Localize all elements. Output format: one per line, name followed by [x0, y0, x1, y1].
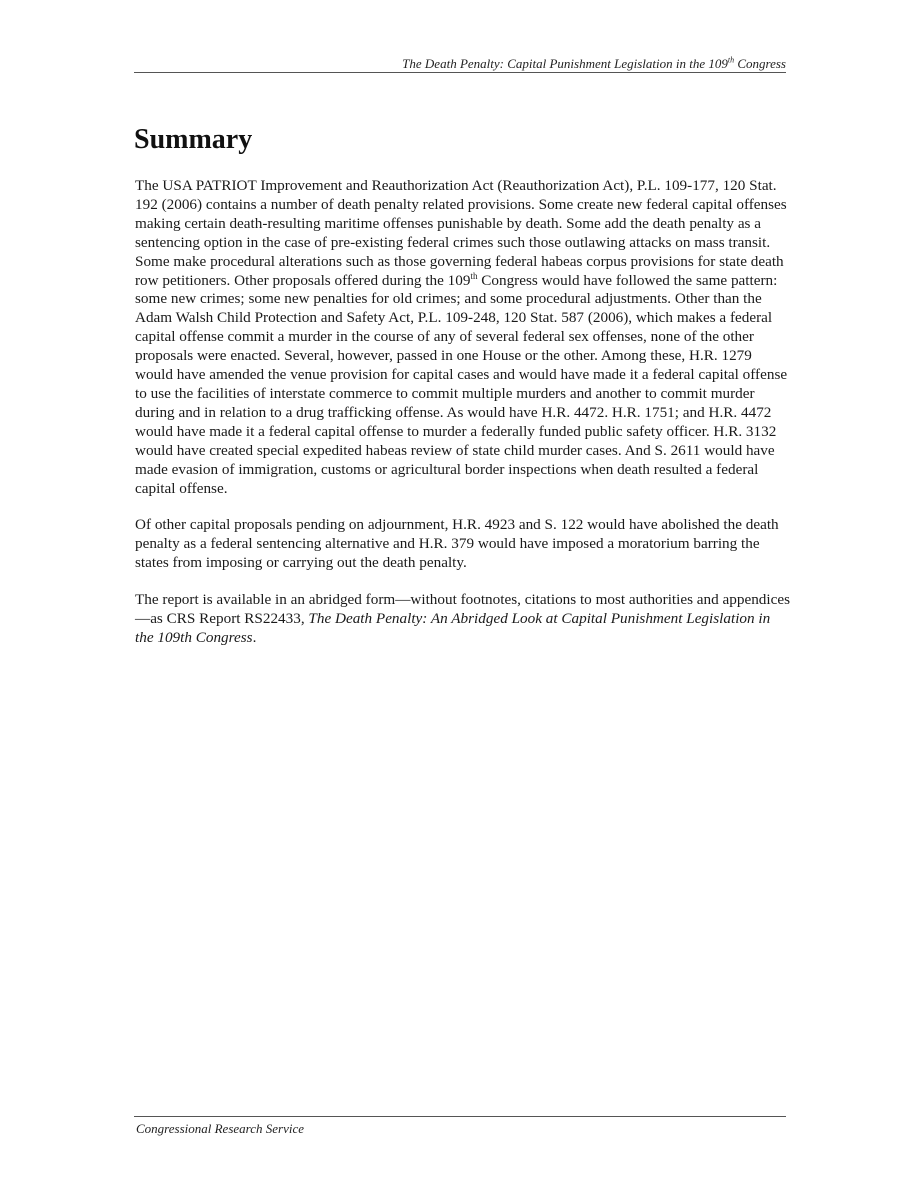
running-footer: Congressional Research Service	[136, 1121, 304, 1136]
paragraph-3-text-end: .	[252, 628, 257, 646]
page-title: Summary	[134, 124, 253, 155]
running-header-ordinal: th	[727, 55, 735, 65]
paragraph-1-ordinal: th	[470, 270, 478, 281]
summary-paragraph-1	[135, 177, 790, 498]
paragraph-1-text-start: The USA PATRIOT Improvement and Reauthorization Act (Reauthorization Act), P.L. 109-177, 120 Stat. 192 (2006) contains a number of death penalty related provisions. Some create new federal capital offenses making certain death-resulting maritime offenses punishable by death. Some add the death penalty as a sentencing option in the case of pre-existing federal crimes such those outlawing attacks on mass transit. Some make procedural alterations such as those governing federal habeas corpus provisions for state death row petitioners. Other proposals offered during the 109	[135, 177, 787, 289]
summary-paragraph-2: Of other capital proposals pending on adjournment, H.R. 4923 and S. 122 would have abolished the death penalty as a federal sentencing alternative and H.R. 379 would have imposed a moratorium barring the states from imposing or carrying out the death penalty.	[135, 516, 779, 572]
paragraph-1-text-end: Congress would have followed the same pattern: some new crimes; some new penalties for old crimes; and some procedural adjustments. Other than the Adam Walsh Child Protection and Safety Act, P.L. 109-248, 120 Stat. 587 (2006), which makes a federal capital offense commit a murder in the course of any of several federal sex offenses, none of the other proposals were enacted. Several, however, passed in one House or the other. Among these, H.R. 1279 would have amended the venue provision for capital cases and would have made it a federal capital offense to use the facilities of interstate commerce to commit multiple murders and another to commit murder during and in relation to a drug trafficking offense. As would have H.R. 4472. H.R. 1751; and H.R. 4472 would have made it a federal capital offense to murder a federally funded public safety officer. H.R. 3132 would have created special expedited habeas review of state child murder cases. And S. 2611 would have made evasion of immigration, customs or agricultural border inspections when death resulted a federal capital offense.	[135, 271, 788, 497]
summary-body	[135, 177, 790, 666]
running-header	[134, 56, 786, 72]
running-header-congress: Congress	[734, 56, 786, 71]
footer-rule	[134, 1116, 786, 1117]
header-rule	[134, 72, 786, 73]
running-header-title: The Death Penalty: Capital Punishment Legislation in the 109	[402, 56, 728, 71]
paragraph-3-text-start: The report is available in an abridged form—without footnotes, citations to most authorities and appendices—as CRS Report RS22433,	[135, 591, 791, 628]
summary-paragraph-3	[135, 591, 790, 648]
abridged-report-title: The Death Penalty: An Abridged Look at Capital Punishment Legislation in the 109th Congress	[135, 610, 771, 646]
